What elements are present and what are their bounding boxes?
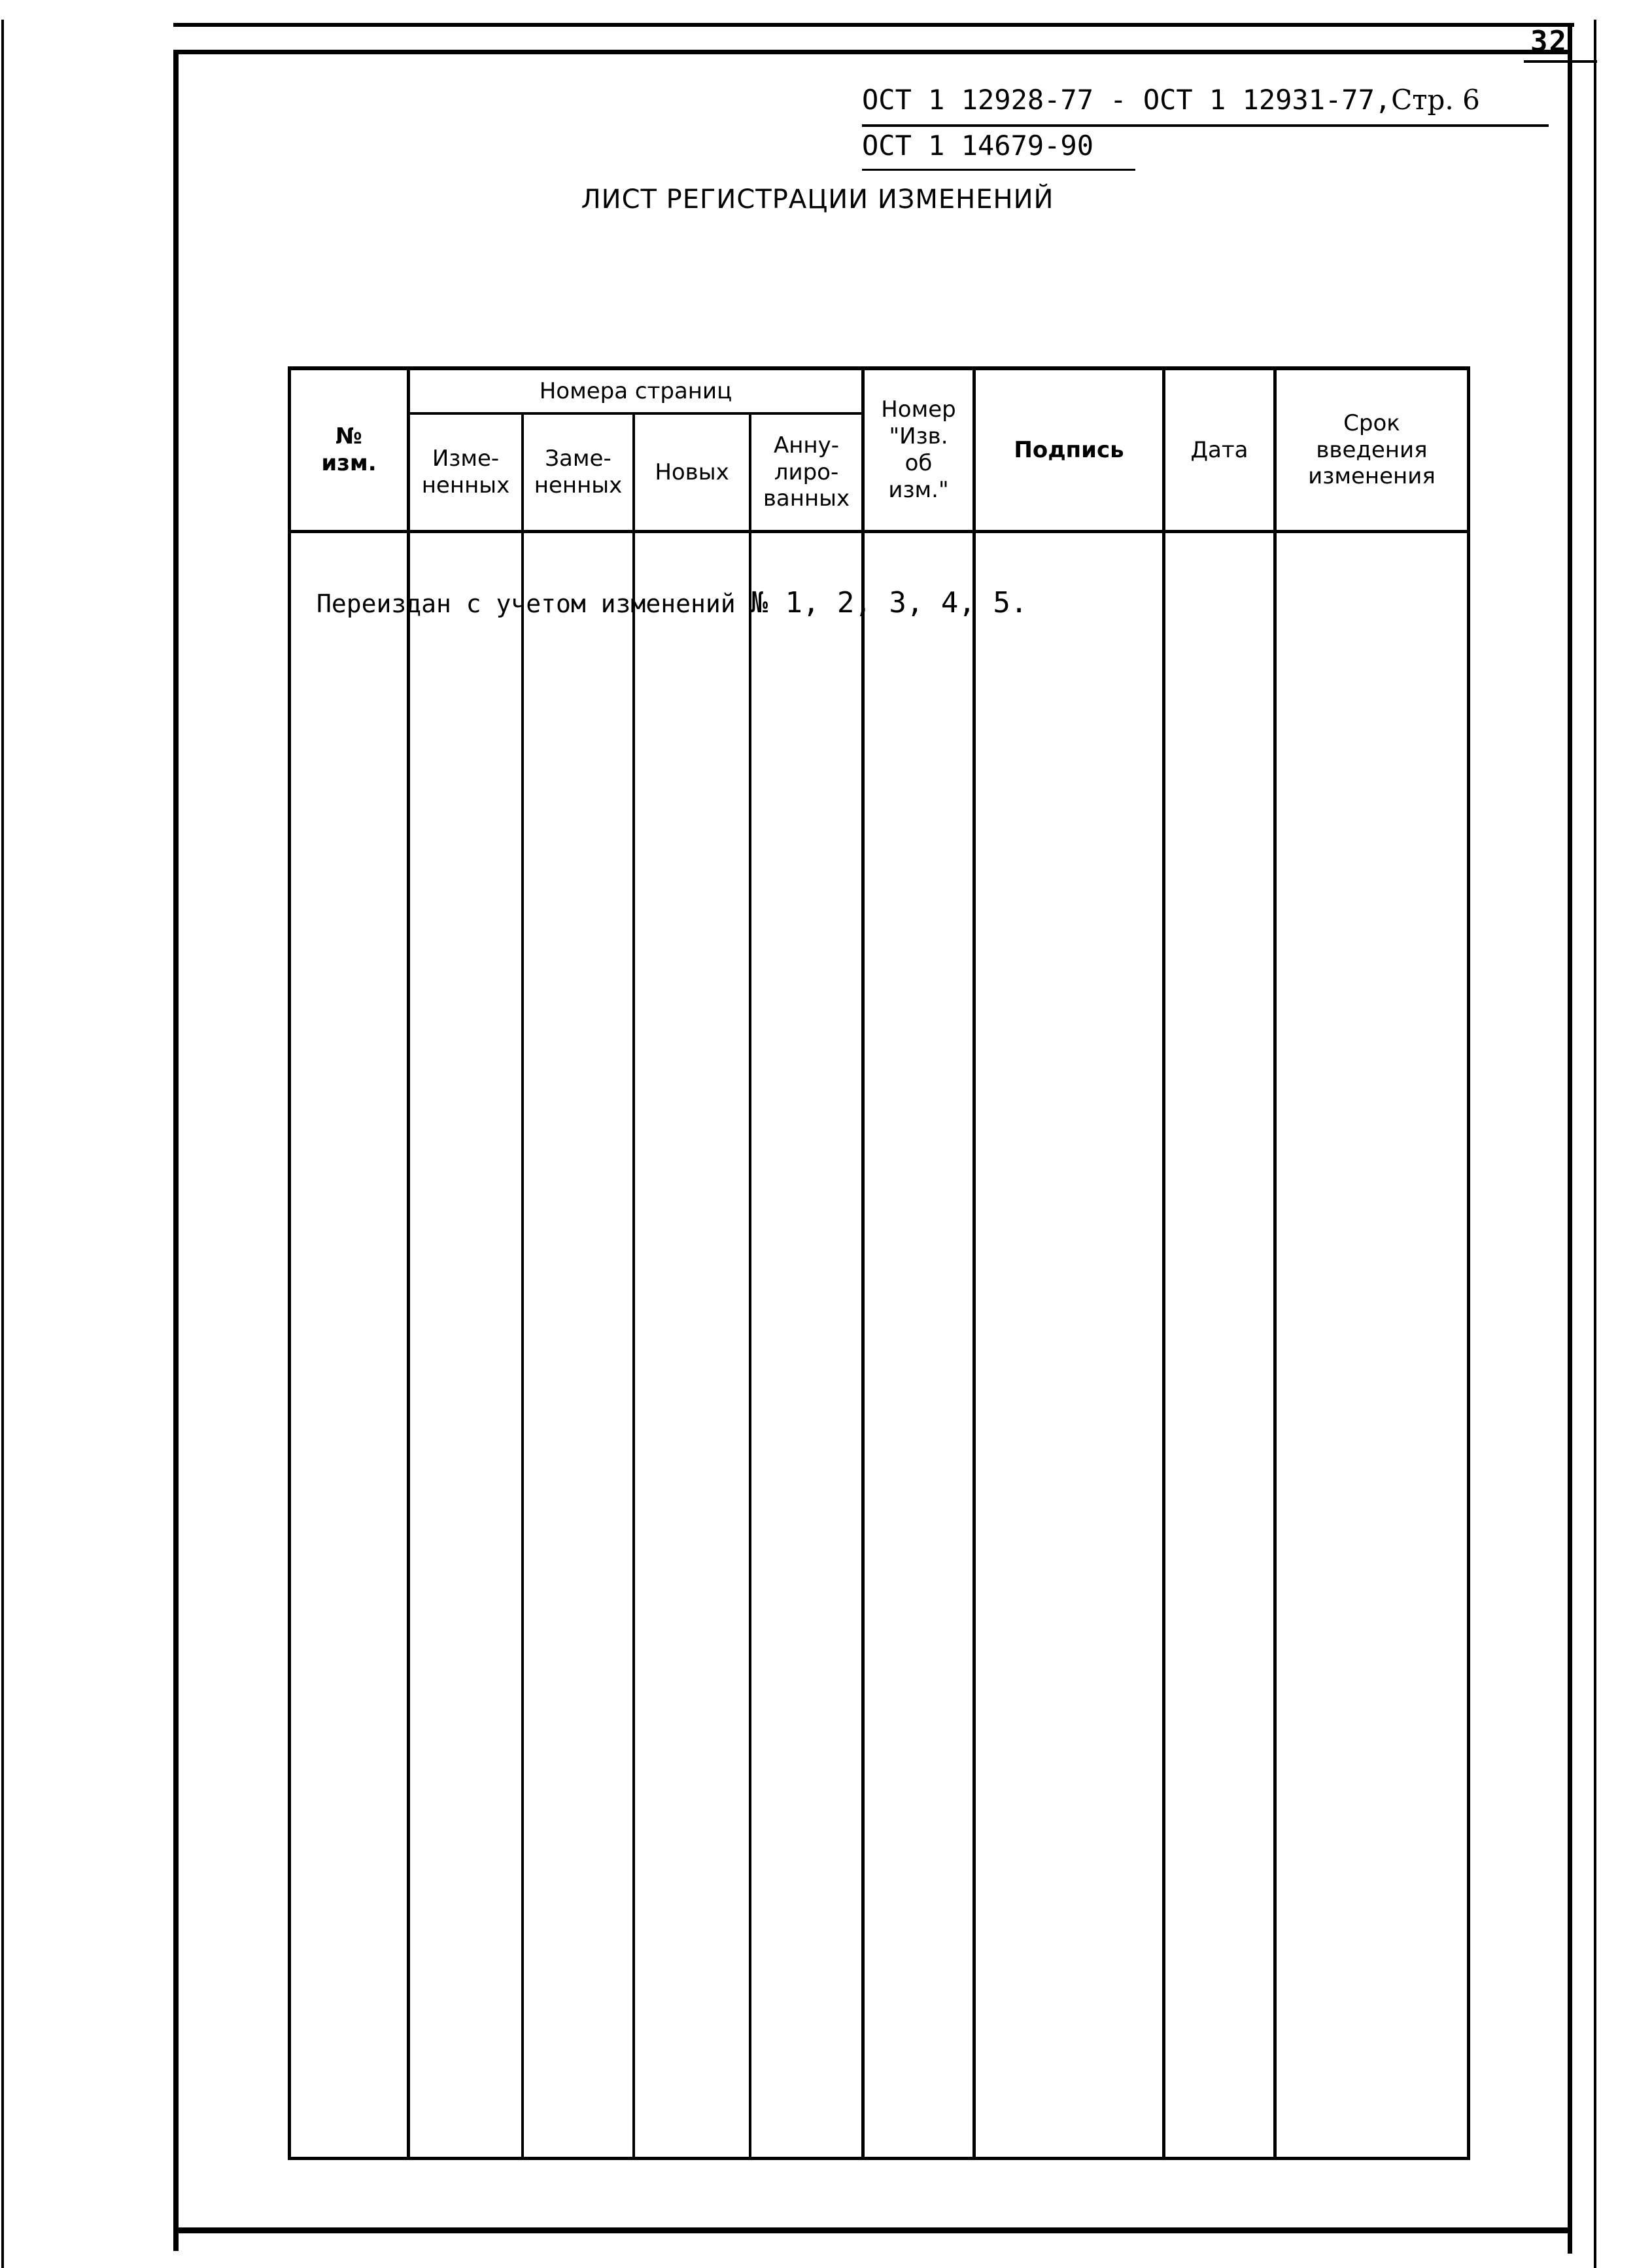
header-replaced-line2: ненных [534, 472, 623, 498]
header-notice-line3: об [904, 450, 933, 476]
header-change-no-line2: изм. [321, 450, 377, 476]
header-notice-line1: Номер [881, 396, 956, 423]
header-notice-line4: изм." [888, 476, 949, 503]
header-change-no [291, 370, 407, 530]
header-effective-line3: изменения [1308, 463, 1436, 490]
inner-frame-top [173, 50, 1568, 54]
col-divider-3 [632, 413, 635, 2160]
standards-header-line2: ОСТ 1 14679-90 [862, 130, 1094, 162]
col-divider-7 [1162, 366, 1165, 2160]
scan-edge-left [1, 20, 4, 2268]
table-left-border [288, 366, 291, 2160]
reissue-note-prefix: Переиздан с учетом изменений [317, 589, 736, 618]
col-divider-5 [861, 366, 865, 2160]
header-changed-line2: ненных [421, 472, 510, 498]
col-divider-8 [1273, 366, 1277, 2160]
header-new-pages [635, 415, 749, 530]
header-change-no-line1: № [336, 423, 362, 450]
reissue-note [317, 586, 1027, 619]
header-rule-2 [862, 169, 1135, 171]
page-ref: Стр. 6 [1391, 84, 1480, 116]
header-bottom-border [288, 530, 1470, 533]
col-divider-1 [407, 366, 410, 2160]
col-divider-2 [521, 413, 524, 2160]
header-new-line1: Новых [655, 459, 729, 485]
header-notice-no [865, 370, 972, 530]
page-number-underline [1524, 60, 1597, 63]
outer-frame-right [1568, 23, 1572, 2254]
header-effective-line1: Срок [1343, 410, 1400, 436]
header-rule-1 [862, 124, 1549, 127]
outer-frame-bottom [173, 2227, 1572, 2233]
group-header-page-numbers [410, 370, 861, 412]
header-signature [976, 370, 1162, 530]
header-replaced-line1: Заме- [545, 445, 611, 472]
header-changed-pages [410, 415, 521, 530]
header-effective-line2: введения [1316, 436, 1428, 463]
page-number: 32 [1530, 25, 1568, 58]
header-signature-line1: Подпись [1014, 436, 1124, 463]
header-notice-line2: "Изв. [889, 423, 948, 450]
col-divider-6 [972, 366, 976, 2160]
standards-header-line1 [862, 84, 1480, 116]
group-header-label: Номера страниц [539, 377, 732, 404]
outer-frame-top [173, 23, 1574, 27]
header-annulled-line1: Анну- [773, 432, 840, 459]
reissue-note-numbers: № 1, 2, 3, 4, 5. [750, 586, 1028, 619]
sheet-title: ЛИСТ РЕГИСТРАЦИИ ИЗМЕНЕНИЙ [581, 184, 1054, 215]
table-right-border [1467, 366, 1470, 2160]
inner-frame-right [1594, 20, 1596, 2268]
standards-range: ОСТ 1 12928-77 - ОСТ 1 12931-77, [862, 84, 1392, 116]
header-annulled-line2: лиро- [774, 459, 839, 485]
header-replaced-pages [524, 415, 632, 530]
table-bottom-border [288, 2157, 1470, 2160]
header-date-line1: Дата [1190, 436, 1248, 463]
outer-frame-left [173, 50, 179, 2251]
header-changed-line1: Изме- [432, 445, 500, 472]
header-date [1165, 370, 1273, 530]
col-divider-4 [749, 413, 751, 2160]
header-annulled-line3: ванных [763, 485, 850, 512]
header-annulled-pages [751, 415, 861, 530]
header-effective-date [1277, 370, 1467, 530]
